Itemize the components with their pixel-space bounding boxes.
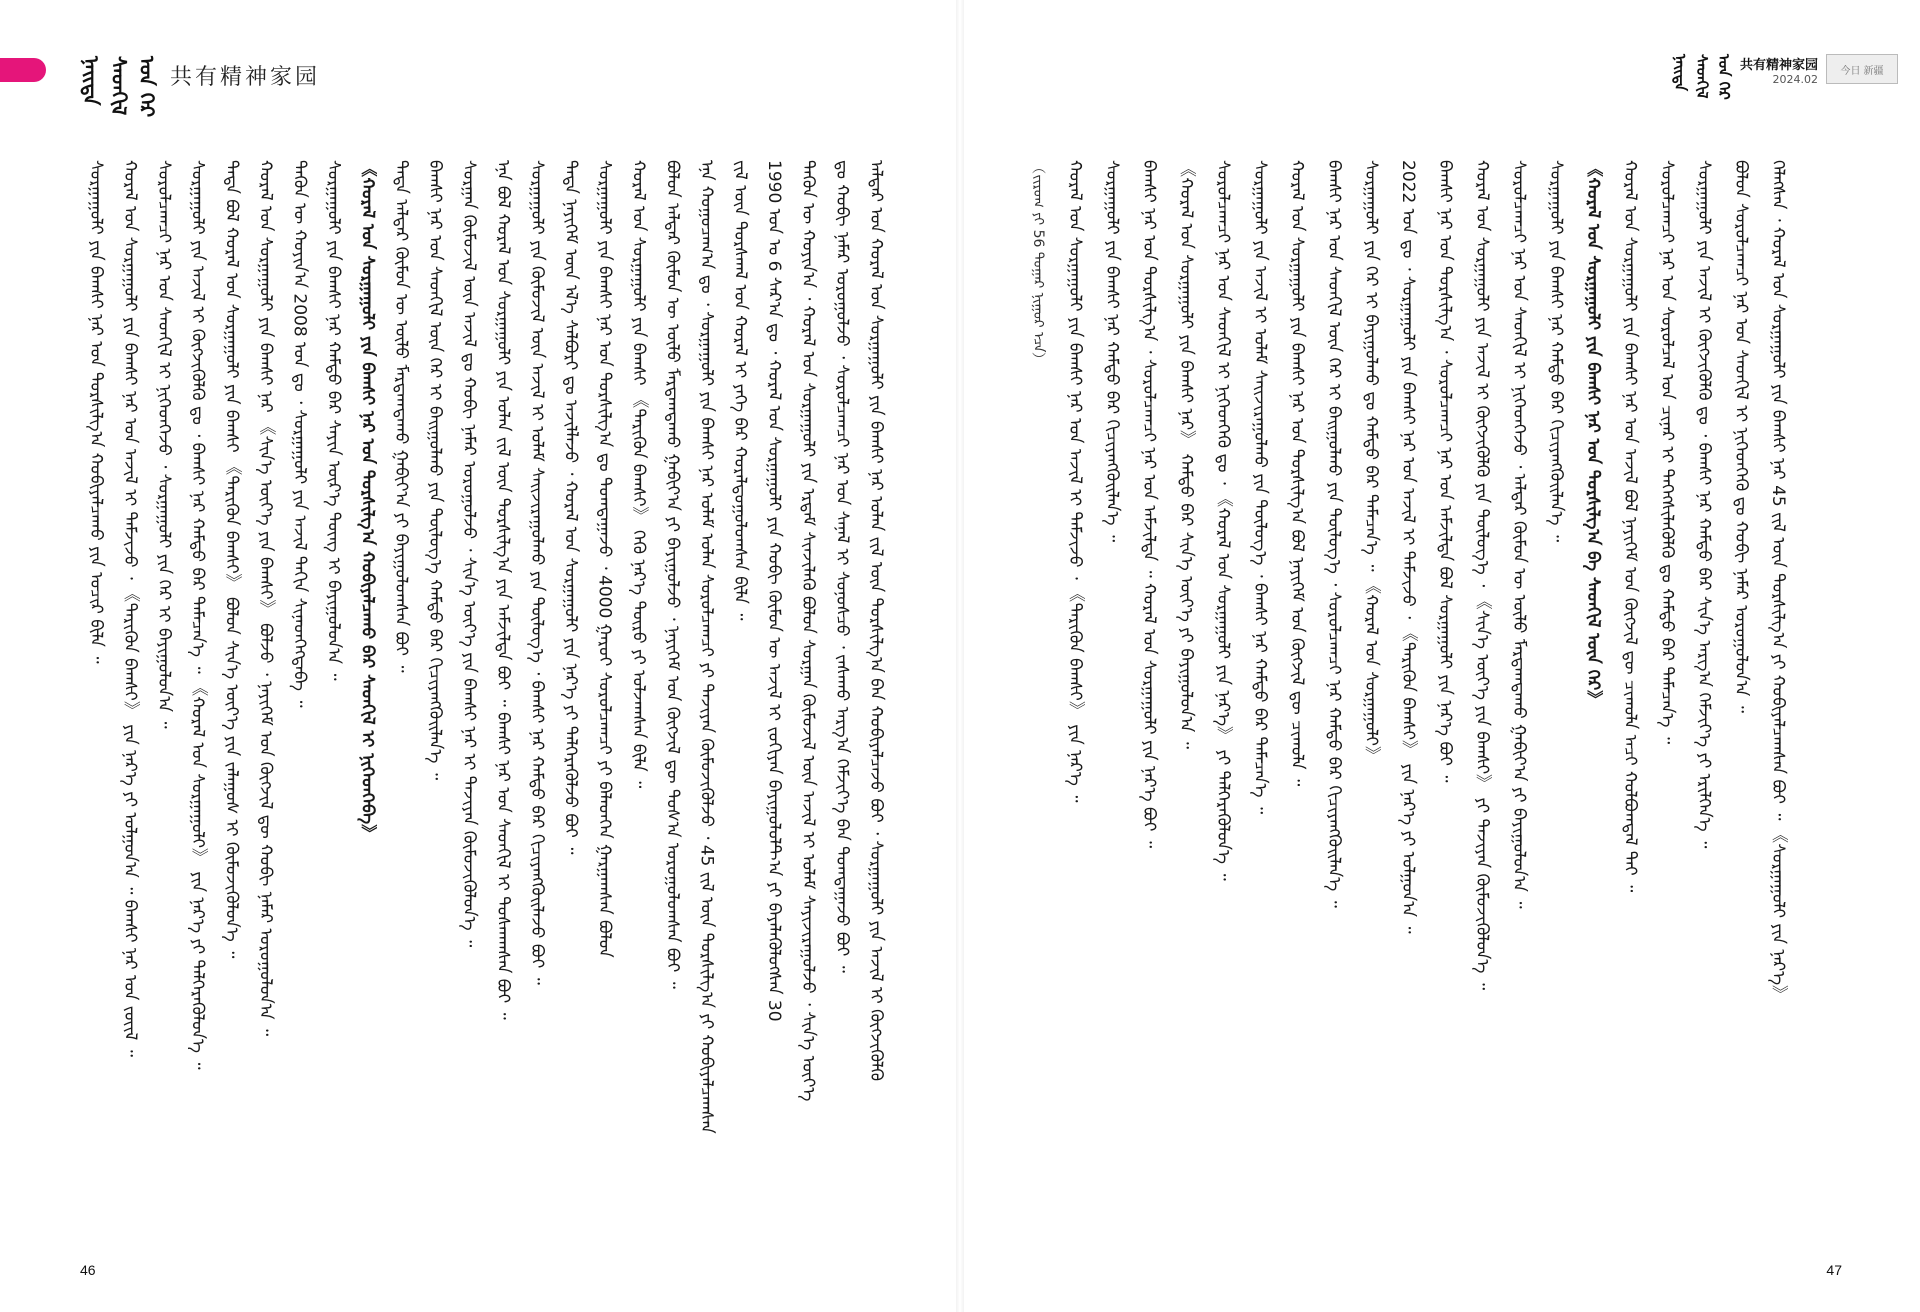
subheading-column: 《ᠬᠤᠷᠠᠯ ᠤᠨ ᠰᠤᠷᠭᠠᠭᠤᠯᠢ ᠶᠢᠨ ᠪᠠᠭᠰᠢ ᠨᠠᠷ ᠤᠨ ᠲᠤᠷᠰᠢᠯᠭ᠎ᠠ ᠪᠠ ᠰᠡᠳᠬᠢᠯ ᠦᠨ ᠭᠡᠷ》 xyxy=(1583,160,1603,708)
text-column: ᠰᠤᠷᠭᠠᠭᠤᠯᠢ ᠶᠢᠨ ᠠᠵᠢᠯ ᠢ ᠬᠥᠭᠵᠢᠭᠦᠯᠬᠦ ᠳᠤ ᠂ ᠪᠠᠭᠰᠢ ᠨᠠᠷ ᠬᠠᠮᠲᠤ ᠪᠠᠷ ᠲᠡᠮᠡᠴᠡᠨ᠎ᠡ ᠃ 《ᠬᠤᠷᠠᠯ ᠤᠨ ᠰᠤᠷᠭᠠᠭᠤᠯᠢ》 ᠶᠢᠨ ᠨᠡᠷ᠎ᠡ ᠶᠢ ᠳᠡᠯᠭᠡᠷᠡᠭᠦᠯᠦᠨ᠎ᠡ ᠃ xyxy=(187,160,208,1070)
page-number-left: 46 xyxy=(80,1262,96,1278)
section-tab xyxy=(0,58,46,82)
text-column: ᠲᠡᠭᠦᠨ ᠦ ᠬᠣᠶᠢᠨ᠎ᠠ 2008 ᠣᠨ ᠳᠤ ᠂ ᠰᠤᠷᠭᠠᠭᠤᠯᠢ ᠶᠢᠨ ᠠᠵᠢᠯ ᠳᠠᠬᠢᠨ ᠰᠢᠨᠡᠳᠬᠡᠭᠳᠡᠪᠡ ᠃ xyxy=(289,160,310,708)
running-title: 共有精神家园 xyxy=(1739,58,1818,73)
text-column: ᠪᠤᠯᠤᠨ ᠠᠯᠳᠠᠷ ᠬᠦᠮᠦᠨ ᠦ ᠦᠯᠦ ᠮᠠᠷᠳᠠᠭᠳᠠᠬᠤ ᠭᠠᠪᠢᠶ᠎ᠠ ᠶᠢ ᠪᠠᠶᠢᠭᠤᠯᠵᠤ ᠂ ᠨᠡᠶᠢᠭᠡᠮ ᠤᠨ ᠬᠥᠭᠵᠢᠯ ᠳᠦ ᠲᠤᠰ᠎ᠠ ᠣᠷᠣᠭᠤᠯᠤᠭᠰᠠᠨ ᠪᠣᠢ ᠃ xyxy=(662,160,683,989)
logo-word: ᠰᠡᠳᠬᠢᠯ xyxy=(107,56,131,116)
text-column: ᠪᠠᠭᠰᠢ ᠨᠠᠷ ᠤᠨ ᠰᠡᠳᠬᠢᠯ ᠦᠨ ᠭᠡᠷ ᠢ ᠪᠠᠢᠭᠤᠯᠬᠤ ᠶᠢᠨ ᠲᠥᠯᠥᠭ᠎ᠡ ᠬᠠᠮᠲᠤ ᠪᠠᠷ ᠬᠢᠴᠢᠶᠡᠩᠭᠦᠢᠯᠡᠨ᠎ᠡ ᠃ xyxy=(425,160,446,781)
text-column: ᠬᠤᠷᠠᠯ ᠤᠨ ᠰᠤᠷᠭᠠᠭᠤᠯᠢ ᠶᠢᠨ ᠪᠠᠭᠰᠢ ᠨᠠᠷ ᠤᠨ ᠠᠵᠢᠯ ᠢ ᠳᠡᠮᠵᠢᠵᠦ ᠂ 《ᠲᠡᠷᠢᠭᠦᠨ ᠪᠠᠭᠰᠢ》 ᠶᠢᠨ ᠨᠡᠷ᠎ᠡ ᠃ xyxy=(1065,160,1085,803)
section-title: 共有精神家园 xyxy=(170,65,321,90)
text-column: ᠰᠤᠷᠭᠠᠭᠤᠯᠢ ᠶᠢᠨ ᠪᠠᠭᠰᠢ ᠨᠠᠷ ᠬᠠᠮᠲᠤ ᠪᠠᠷ ᠬᠢᠴᠢᠶᠡᠩᠭᠦᠢᠯᠡᠨ᠎ᠡ ᠃ xyxy=(1102,160,1122,543)
badge-text-1: 今日 xyxy=(1840,65,1861,77)
text-column: ᠰᠤᠷᠭᠠᠭᠤᠯᠢ ᠶᠢᠨ ᠪᠠᠭᠰᠢ ᠨᠠᠷ ᠤᠨ ᠲᠤᠷᠰᠢᠯᠭ᠎ᠠ ᠳᠤ ᠲᠣᠭᠲᠠᠭᠠᠵᠤ ᠂ 4000 ᠭᠠᠷᠤᠢ ᠰᠤᠷᠤᠯᠴᠠᠭᠴᠢ ᠶᠢ ᠪᠡᠯᠡᠳᠬᠡᠨ ᠭᠠᠷᠭᠠᠭᠰᠠᠨ ᠪᠣᠯᠤᠨ xyxy=(594,160,615,958)
text-column: ᠰᠤᠷᠭᠠᠭᠤᠯᠢ ᠶᠢᠨ ᠠᠵᠢᠯ ᠢ ᠬᠥᠭᠵᠢᠭᠦᠯᠬᠦ ᠳᠤ ᠂ ᠪᠠᠭᠰᠢ ᠨᠠᠷ ᠬᠠᠮᠲᠤ ᠪᠠᠷ ᠰᠢᠨ᠎ᠡ ᠠᠷᠭ᠎ᠠ ᠬᠡᠮᠵᠢᠶ᠎ᠡ ᠶᠢ ᠡᠷᠢᠯᠬᠡᠨ᠎ᠡ ᠃ xyxy=(1694,160,1714,849)
text-column: ᠰᠤᠷᠭᠠᠭᠤᠯᠢ ᠶᠢᠨ ᠬᠦᠮᠦᠵᠢᠯ ᠦᠨ ᠠᠵᠢᠯ ᠢ ᠤᠯᠠᠮ ᠰᠠᠢᠵᠢᠷᠠᠭᠤᠯᠬᠤ ᠶᠢᠨ ᠲᠥᠯᠥᠭ᠎ᠡ ᠂ ᠪᠠᠭᠰᠢ ᠨᠠᠷ ᠬᠠᠮᠲᠤ ᠪᠠᠷ ᠬᠢᠴᠢᠶᠡᠩᠭᠦᠢᠯᠡᠵᠦ ᠪᠣᠢ ᠃ xyxy=(526,160,547,985)
text-column: ᠪᠠᠭᠰᠢ ᠨᠠᠷ ᠤᠨ ᠲᠤᠷᠰᠢᠯᠭ᠎ᠠ ᠂ ᠰᠤᠷᠤᠯᠴᠠᠭᠴᠢ ᠨᠠᠷ ᠤᠨ ᠠᠮᠵᠢᠯᠲᠠ ᠃ ᠬᠤᠷᠠᠯ ᠤᠨ ᠰᠤᠷᠭᠠᠭᠤᠯᠢ ᠶᠢᠨ ᠨᠡᠷ᠎ᠡ ᠪᠣᠢ ᠃ xyxy=(1139,160,1159,849)
logo-word: ᠤᠨ ᠭᠡᠷ xyxy=(1714,54,1733,100)
right-running-header xyxy=(1672,54,1898,100)
mongolian-logo xyxy=(80,56,158,117)
caption-column: （ᠵᠢᠷᠤᠭ ᠶᠢ 56 ᠳᠤᠭᠠᠷ ᠨᠢᠭᠤᠷ ᠡᠴᠡ） xyxy=(1030,160,1046,367)
badge-text-2: 新疆 xyxy=(1863,65,1884,77)
text-column: ᠬᠤᠷᠠᠯ ᠤᠨ ᠰᠤᠷᠭᠠᠭᠤᠯᠢ ᠶᠢᠨ ᠪᠠᠭᠰᠢ 《ᠲᠡᠷᠢᠭᠦᠨ ᠪᠠᠭᠰᠢ》 ᠭᠡᠬᠦ ᠨᠡᠷ᠎ᠡ ᠲᠥᠷᠦ ᠶᠢ ᠣᠯᠵᠠᠭᠰᠠᠨ ᠪᠢᠯᠡ ᠃ xyxy=(628,160,649,789)
text-column: ᠲᠡᠳᠡ ᠠᠯᠳᠠᠷ ᠬᠦᠮᠦᠨ ᠦ ᠦᠯᠦ ᠮᠠᠷᠳᠠᠭᠳᠠᠬᠤ ᠭᠠᠪᠢᠶ᠎ᠠ ᠶᠢ ᠪᠠᠶᠢᠭᠤᠯᠤᠭᠰᠠᠨ ᠪᠣᠢ ᠃ xyxy=(391,160,412,673)
text-column: ᠪᠠᠭᠰᠢ ᠨᠠᠷ ᠤᠨ ᠰᠡᠳᠬᠢᠯ ᠦᠨ ᠭᠡᠷ ᠢ ᠪᠠᠢᠭᠤᠯᠬᠤ ᠶᠢᠨ ᠲᠥᠯᠥᠭ᠎ᠡ ᠂ ᠰᠤᠷᠤᠯᠴᠠᠭᠴᠢ ᠨᠠᠷ ᠬᠠᠮᠲᠤ ᠪᠠᠷ ᠬᠢᠴᠢᠶᠡᠩᠭᠦᠢᠯᠡᠨ᠎ᠡ ᠃ xyxy=(1324,160,1344,908)
magazine-badge xyxy=(1826,54,1898,84)
text-column: ᠪᠣᠯᠤᠨ ᠰᠤᠷᠤᠯᠴᠠᠭᠴᠢ ᠨᠠᠷ ᠤᠨ ᠰᠡᠳᠬᠢᠯ ᠢ ᠨᠢᠭᠡᠳᠬᠡᠬᠦ ᠳᠤ ᠬᠤᠪᠢ ᠨᠡᠮᠡᠷ ᠣᠷᠤᠭᠤᠯᠤᠨ᠎ᠠ ᠃ xyxy=(1731,160,1751,713)
right-page-text xyxy=(1028,160,1788,1240)
text-column: ᠰᠤᠷᠭᠠᠭᠤᠯᠢ ᠶᠢᠨ ᠪᠠᠭᠰᠢ ᠨᠠᠷ ᠬᠠᠮᠲᠤ ᠪᠠᠷ ᠬᠢᠴᠢᠶᠡᠩᠭᠦᠢᠯᠡᠨ᠎ᠡ ᠃ xyxy=(1546,160,1566,543)
text-column: ᠰᠤᠷᠤᠯᠴᠠᠭᠴᠢ ᠨᠠᠷ ᠤᠨ ᠰᠡᠳᠬᠢᠯ ᠢ ᠨᠢᠭᠡᠳᠬᠡᠵᠦ ᠂ ᠠᠯᠳᠠᠷ ᠬᠦᠮᠦᠨ ᠦ ᠦᠯᠦ ᠮᠠᠷᠳᠠᠭᠳᠠᠬᠤ ᠭᠠᠪᠢᠶ᠎ᠠ ᠶᠢ ᠪᠠᠶᠢᠭᠤᠯᠤᠨ᠎ᠠ ᠃ xyxy=(1509,160,1529,909)
text-column: ᠬᠤᠷᠠᠯ ᠤᠨ ᠰᠤᠷᠭᠠᠭᠤᠯᠢ ᠶᠢᠨ ᠠᠵᠢᠯ ᠢ ᠬᠥᠭᠵᠢᠭᠦᠯᠬᠦ ᠶᠢᠨ ᠲᠥᠯᠥᠭ᠎ᠡ ᠂ 《ᠰᠢᠨ᠎ᠡ ᠦᠶ᠎ᠡ ᠶᠢᠨ ᠪᠠᠭᠰᠢ》 ᠶᠢ ᠲᠡᠵᠢᠶᠡᠨ ᠬᠦᠮᠦᠵᠢᠭᠦᠯᠦᠨ᠎ᠡ ᠃ xyxy=(1472,160,1492,991)
text-column: 2022 ᠣᠨ ᠳᠤ ᠂ ᠰᠤᠷᠭᠠᠭᠤᠯᠢ ᠶᠢᠨ ᠪᠠᠭᠰᠢ ᠨᠠᠷ ᠤᠨ ᠠᠵᠢᠯ ᠢ ᠳᠡᠮᠵᠢᠵᠦ ᠂ 《ᠲᠡᠷᠢᠭᠦᠨ ᠪᠠᠭᠰᠢ》 ᠶᠢᠨ ᠨᠡᠷ᠎ᠡ ᠶᠢ ᠣᠯᠭᠤᠨ᠎ᠠ ᠃ xyxy=(1398,160,1418,934)
text-column: ᠬᠤᠷᠠᠯ ᠤᠨ ᠰᠤᠷᠭᠠᠭᠤᠯᠢ ᠶᠢᠨ ᠪᠠᠭᠰᠢ ᠨᠠᠷ 《ᠰᠢᠨ᠎ᠡ ᠦᠶ᠎ᠡ ᠶᠢᠨ ᠪᠠᠭᠰᠢ》 ᠪᠣᠯᠵᠤ ᠂ ᠨᠡᠶᠢᠭᠡᠮ ᠤᠨ ᠬᠥᠭᠵᠢᠯ ᠳᠦ ᠬᠤᠪᠢ ᠨᠡᠮᠡᠷ ᠣᠷᠤᠭᠤᠯᠤᠨ᠎ᠠ ᠃ xyxy=(255,160,276,1037)
running-title-block xyxy=(1740,54,1818,86)
text-column: ᠰᠤᠷᠭᠠᠭᠤᠯᠢ ᠶᠢᠨ ᠪᠠᠭᠰᠢ ᠨᠠᠷ ᠬᠠᠮᠲᠤ ᠪᠠᠷ ᠰᠠᠶᠢᠨ ᠦᠷ᠎ᠡ ᠳᠦᠩ ᠢ ᠪᠠᠶᠢᠭᠤᠯᠤᠨ᠎ᠠ ᠃ xyxy=(323,160,344,681)
page-gutter xyxy=(956,0,964,1312)
text-column: ᠰᠤᠷᠭᠠᠨ ᠬᠦᠮᠦᠵᠢᠯ ᠦᠨ ᠠᠵᠢᠯ ᠳᠤ ᠬᠤᠪᠢ ᠨᠡᠮᠡᠷ ᠣᠷᠤᠭᠤᠯᠵᠤ ᠂ ᠰᠢᠨ᠎ᠡ ᠦᠶ᠎ᠡ ᠶᠢᠨ ᠪᠠᠭᠰᠢ ᠨᠠᠷ ᠢ ᠲᠡᠵᠢᠶᠡᠨ ᠬᠦᠮᠦᠵᠢᠭᠦᠯᠦᠨ᠎ᠡ ᠃ xyxy=(458,160,479,948)
text-column: ᠡᠨᠡ ᠪᠣᠯ ᠬᠤᠷᠠᠯ ᠤᠨ ᠰᠤᠷᠭᠠᠭᠤᠯᠢ ᠶᠢᠨ ᠣᠯᠠᠨ ᠵᠢᠯ ᠦᠨ ᠲᠤᠷᠰᠢᠯᠭ᠎ᠠ ᠶᠢᠨ ᠠᠮᠵᠢᠯᠲᠠ ᠪᠣᠢ ᠃ ᠪᠠᠭᠰᠢ ᠨᠠᠷ ᠤᠨ ᠰᠡᠳᠬᠢᠯ ᠢ ᠲᠤᠰᠬᠠᠭᠰᠠᠨ ᠪᠣᠢ ᠃ xyxy=(492,160,513,1020)
text-column: ᠵᠢᠯ ᠦᠨ ᠳᠤᠷᠰᠭᠠᠯ ᠤᠨ ᠬᠤᠷᠠᠯ ᠢ ᠶᠡᠬᠡ ᠪᠡᠷ ᠬᠤᠷᠠᠯᠳᠤᠭᠤᠯᠤᠭᠰᠠᠨ ᠪᠢᠯᠡ ᠃ xyxy=(730,160,751,621)
subheading-column: 《ᠬᠤᠷᠠᠯ ᠤᠨ ᠰᠤᠷᠭᠠᠭᠤᠯᠢ ᠶᠢᠨ ᠪᠠᠭᠰᠢ ᠨᠠᠷ ᠤᠨ ᠲᠤᠷᠰᠢᠯᠭ᠎ᠠ ᠬᠤᠪᠢᠶᠠᠯᠴᠠᠬᠤ ᠪᠠᠷ ᠰᠡᠳᠬᠢᠯ ᠢ ᠨᠢᠭᠡᠳᠬᠡᠪᠡ》 xyxy=(357,160,378,842)
logo-word: ᠤᠨ ᠭᠡᠷ xyxy=(135,56,159,118)
logo-word: ᠰᠡᠳᠬᠢᠯ xyxy=(1692,54,1711,99)
text-column: ᠪᠠᠭᠰᠢ ᠨᠠᠷ ᠤᠨ ᠲᠤᠷᠰᠢᠯᠭ᠎ᠠ ᠂ ᠰᠤᠷᠤᠯᠴᠠᠭᠴᠢ ᠨᠠᠷ ᠤᠨ ᠠᠮᠵᠢᠯᠲᠠ ᠪᠣᠯ ᠰᠤᠷᠭᠠᠭᠤᠯᠢ ᠶᠢᠨ ᠨᠡᠷ᠎ᠡ ᠪᠣᠢ ᠃ xyxy=(1435,160,1455,783)
left-page-text xyxy=(86,160,886,1240)
logo-word: ᠨᠡᠢᠲᠡ xyxy=(1670,54,1689,92)
text-column: ᠰᠤᠷᠤᠯᠴᠠᠭᠴᠢ ᠨᠠᠷ ᠤᠨ ᠰᠡᠳᠬᠢᠯ ᠢ ᠨᠢᠭᠡᠳᠬᠡᠵᠦ ᠂ ᠰᠤᠷᠭᠠᠭᠤᠯᠢ ᠶᠢᠨ ᠭᠡᠷ ᠢ ᠪᠠᠶᠢᠭᠤᠯᠤᠨ᠎ᠠ ᠃ xyxy=(153,160,174,729)
text-column: ᠰᠤᠷᠭᠠᠭᠤᠯᠢ ᠶᠢᠨ ᠪᠠᠭᠰᠢ ᠨᠠᠷ ᠤᠨ ᠲᠤᠷᠰᠢᠯᠭ᠎ᠠ ᠬᠤᠪᠢᠶᠠᠯᠴᠠᠬᠤ ᠶᠢᠨ ᠤᠴᠢᠷ ᠪᠢᠯᠡ ᠃ xyxy=(86,160,106,664)
text-column: ᠰᠤᠷᠤᠯᠴᠠᠭᠴᠢ ᠨᠠᠷ ᠤᠨ ᠰᠡᠳᠬᠢᠯ ᠢ ᠨᠢᠭᠡᠳᠬᠡᠬᠦ ᠳᠤ ᠂ 《ᠬᠤᠷᠠᠯ ᠤᠨ ᠰᠤᠷᠭᠠᠭᠤᠯᠢ ᠶᠢᠨ ᠨᠡᠷ᠎ᠡ》 ᠶᠢ ᠳᠡᠯᠭᠡᠷᠡᠭᠦᠯᠦᠨ᠎ᠡ ᠃ xyxy=(1213,160,1233,881)
text-column: ᠠᠯᠳᠠᠷ ᠤᠨ ᠬᠤᠷᠠᠯ ᠤᠨ ᠰᠤᠷᠭᠠᠭᠤᠯᠢ ᠶᠢᠨ ᠪᠠᠭᠰᠢ ᠨᠠᠷ ᠣᠯᠠᠨ ᠵᠢᠯ ᠦᠨ ᠲᠤᠷᠰᠢᠯᠭ᠎ᠠ ᠪᠠᠨ ᠬᠤᠪᠢᠶᠠᠯᠴᠠᠵᠤ ᠪᠣᠢ ᠂ ᠰᠤᠷᠭᠠᠭᠤᠯᠢ ᠶᠢᠨ ᠠᠵᠢᠯ ᠢ ᠬᠥᠭᠵᠢᠭᠦᠯᠬᠦ xyxy=(865,160,886,1081)
text-column: ᠬᠤᠷᠠᠯ ᠤᠨ ᠰᠤᠷᠭᠠᠭᠤᠯᠢ ᠶᠢᠨ ᠪᠠᠭᠰᠢ ᠨᠠᠷ ᠤᠨ ᠠᠵᠢᠯ ᠪᠣᠯ ᠨᠡᠶᠢᠭᠡᠮ ᠤᠨ ᠬᠥᠭᠵᠢᠯ ᠳᠦ ᠴᠢᠬᠤᠯᠠ ᠠᠴᠢ ᠬᠣᠯᠪᠣᠭᠳᠠᠯ ᠲᠠᠢ ᠃ xyxy=(1620,160,1640,893)
text-column: 《ᠬᠤᠷᠠᠯ ᠤᠨ ᠰᠤᠷᠭᠠᠭᠤᠯᠢ ᠶᠢᠨ ᠪᠠᠭᠰᠢ ᠨᠠᠷ》 ᠬᠠᠮᠲᠤ ᠪᠠᠷ ᠰᠢᠨ᠎ᠡ ᠦᠶ᠎ᠡ ᠶᠢ ᠪᠠᠶᠢᠭᠤᠯᠤᠨ᠎ᠠ ᠃ xyxy=(1176,160,1196,749)
text-column: ᠲᠡᠳᠡ ᠪᠣᠯ ᠬᠤᠷᠠᠯ ᠤᠨ ᠰᠤᠷᠭᠠᠭᠤᠯᠢ ᠶᠢᠨ ᠪᠠᠭᠰᠢ 《ᠲᠡᠷᠢᠭᠦᠨ ᠪᠠᠭᠰᠢ》 ᠪᠣᠯᠤᠨ ᠰᠢᠨ᠎ᠡ ᠦᠶ᠎ᠡ ᠶᠢᠨ ᠵᠠᠯᠠᠭᠤᠰ ᠢ ᠬᠦᠮᠦᠵᠢᠭᠦᠯᠦᠨ᠎ᠡ ᠃ xyxy=(221,160,242,959)
page-number-right: 47 xyxy=(1826,1262,1842,1278)
text-column: ᠰᠤᠷᠭᠠᠭᠤᠯᠢ ᠶᠢᠨ ᠠᠵᠢᠯ ᠢ ᠤᠯᠠᠮ ᠰᠠᠢᠵᠢᠷᠠᠭᠤᠯᠬᠤ ᠶᠢᠨ ᠲᠥᠯᠥᠭ᠎ᠡ ᠂ ᠪᠠᠭᠰᠢ ᠨᠠᠷ ᠬᠠᠮᠲᠤ ᠪᠠᠷ ᠲᠡᠮᠡᠴᠡᠨ᠎ᠡ ᠃ xyxy=(1250,160,1270,815)
logo-word: ᠨᠡᠢᠲᠡ xyxy=(79,56,103,106)
mongolian-logo-small xyxy=(1672,54,1732,100)
issue-date: 2024.02 xyxy=(1772,73,1818,86)
text-column: ᠬᠤᠷᠠᠯ ᠤᠨ ᠰᠤᠷᠭᠠᠭᠤᠯᠢ ᠶᠢᠨ ᠪᠠᠭᠰᠢ ᠨᠠᠷ ᠤᠨ ᠲᠤᠷᠰᠢᠯᠭ᠎ᠠ ᠪᠣᠯ ᠨᠡᠶᠢᠭᠡᠮ ᠤᠨ ᠬᠥᠭᠵᠢᠯ ᠳᠦ ᠴᠢᠬᠤᠯᠠ ᠃ xyxy=(1287,160,1307,787)
text-column: ᠰᠤᠷᠭᠠᠭᠤᠯᠢ ᠶᠢᠨ ᠭᠡᠷ ᠢ ᠪᠠᠶᠢᠭᠤᠯᠬᠤ ᠳᠤ ᠬᠠᠮᠲᠤ ᠪᠠᠷ ᠲᠡᠮᠡᠴᠡᠨ᠎ᠡ ᠃ 《ᠬᠤᠷᠠᠯ ᠤᠨ ᠰᠤᠷᠭᠠᠭᠤᠯᠢ》 xyxy=(1361,160,1381,764)
text-column: ᠰᠤᠷᠤᠯᠴᠠᠭᠴᠢ ᠨᠠᠷ ᠤᠨ ᠰᠤᠷᠤᠯᠴᠠᠯ ᠤᠨ ᠴᠢᠨᠠᠷ ᠢ ᠳᠡᠭᠡᠭᠰᠢᠯᠡᠭᠦᠯᠬᠦ ᠳᠤ ᠬᠠᠮᠲᠤ ᠪᠠᠷ ᠲᠡᠮᠡᠴᠡᠨ᠎ᠡ ᠃ xyxy=(1657,160,1677,745)
text-column: 1990 ᠣᠨ ᠤ 6 ᠰᠠᠷ᠎ᠠ ᠳᠤ ᠂ ᠬᠤᠷᠠᠯ ᠤᠨ ᠰᠤᠷᠭᠠᠭᠤᠯᠢ ᠶᠢᠨ ᠬᠤᠪᠢ ᠬᠦᠮᠦᠨ ᠦ ᠠᠵᠢᠯ ᠢ ᠵᠣᠬᠢᠶᠠᠨ ᠪᠠᠶᠢᠭᠤᠯᠤᠯᠲ᠎ᠠ ᠶᠢ ᠪᠡᠶᠡᠯᠡᠭᠦᠯᠦᠭᠰᠡᠨ 30 xyxy=(764,160,785,1022)
text-column: ᠭᠡᠯᠡᠭᠰᠡᠨ ᠂ ᠬᠤᠷᠠᠯ ᠤᠨ ᠰᠤᠷᠭᠠᠭᠤᠯᠢ ᠶᠢᠨ ᠪᠠᠭᠰᠢ ᠨᠠᠷ 45 ᠵᠢᠯ ᠦᠨ ᠲᠤᠷᠰᠢᠯᠭ᠎ᠠ ᠶᠢ ᠬᠤᠪᠢᠶᠠᠯᠴᠠᠭᠰᠠᠨ ᠪᠣᠢ ᠃ 《ᠰᠤᠷᠭᠠᠭᠤᠯᠢ ᠶᠢᠨ ᠨᠡᠷ᠎ᠡ》 xyxy=(1768,160,1788,1003)
text-column: ᠡᠨᠡ ᠬᠤᠭᠤᠴᠠᠭ᠎ᠠ ᠳᠤ ᠂ ᠰᠤᠷᠭᠠᠭᠤᠯᠢ ᠶᠢᠨ ᠪᠠᠭᠰᠢ ᠨᠠᠷ ᠤᠯᠠᠮ ᠣᠯᠠᠨ ᠰᠤᠷᠤᠯᠴᠠᠭᠴᠢ ᠶᠢ ᠲᠡᠵᠢᠶᠡᠨ ᠬᠦᠮᠦᠵᠢᠭᠦᠯᠵᠦ ᠂ 45 ᠵᠢᠯ ᠦᠨ ᠲᠤᠷᠰᠢᠯᠭ᠎ᠠ ᠶᠢ ᠬᠤᠪᠢᠶᠠᠯᠴᠠᠭᠰᠠᠨ xyxy=(696,160,717,1134)
text-column: ᠬᠤᠷᠠᠯ ᠤᠨ ᠰᠤᠷᠭᠠᠭᠤᠯᠢ ᠶᠢᠨ ᠪᠠᠭᠰᠢ ᠨᠠᠷ ᠤᠨ ᠠᠵᠢᠯ ᠢ ᠳᠡᠮᠵᠢᠵᠦ ᠂ 《ᠲᠡᠷᠢᠭᠦᠨ ᠪᠠᠭᠰᠢ》 ᠶᠢᠨ ᠨᠡᠷ᠎ᠡ ᠶᠢ ᠣᠯᠭᠤᠨ᠎ᠠ ᠃ ᠪᠠᠭᠰᠢ ᠨᠠᠷ ᠤᠨ ᠵᠦᠢᠯ ᠃ xyxy=(119,160,140,1057)
text-column: ᠳᠤ ᠬᠤᠪᠢ ᠨᠡᠮᠡᠷ ᠣᠷᠤᠭᠤᠯᠵᠤ ᠂ ᠰᠤᠷᠤᠯᠴᠠᠭᠴᠢ ᠨᠠᠷ ᠤᠨ ᠰᠠᠨᠠᠯ ᠢ ᠰᠣᠨᠣᠰᠴᠤ ᠂ ᠵᠠᠰᠠᠬᠤ ᠠᠷᠭ᠎ᠠ ᠬᠡᠮᠵᠢᠶ᠎ᠡ ᠪᠠᠨ ᠲᠣᠭᠲᠠᠭᠠᠵᠤ ᠪᠣᠢ ᠃ xyxy=(831,160,852,973)
text-column: ᠲᠡᠭᠦᠨ ᠦ ᠬᠣᠶᠢᠨ᠎ᠠ ᠂ ᠬᠤᠷᠠᠯ ᠤᠨ ᠰᠤᠷᠭᠠᠭᠤᠯᠢ ᠶᠢᠨ ᠡᠷᠳᠡᠮ ᠰᠢᠨᠵᠢᠯᠡᠬᠦ ᠪᠤᠯᠤᠨ ᠰᠤᠷᠭᠠᠨ ᠬᠦᠮᠦᠵᠢᠯ ᠦᠨ ᠠᠵᠢᠯ ᠢ ᠤᠯᠠᠮ ᠰᠠᠶᠢᠵᠢᠷᠠᠭᠤᠯᠵᠤ ᠂ ᠰᠢᠨ᠎ᠡ ᠦᠶ᠎ᠡ xyxy=(798,160,819,1102)
text-column: ᠲᠡᠳᠡ ᠨᠡᠶᠢᠭᠡᠮ ᠦᠨ ᠡᠯ᠎ᠡ ᠰᠠᠯᠪᠤᠷᠢ ᠳᠤ ᠠᠵᠢᠯᠯᠠᠵᠤ ᠂ ᠬᠤᠷᠠᠯ ᠤᠨ ᠰᠤᠷᠭᠠᠭᠤᠯᠢ ᠶᠢᠨ ᠨᠡᠷ᠎ᠡ ᠶᠢ ᠳᠡᠯᠭᠡᠷᠡᠭᠦᠯᠵᠦ ᠪᠣᠢ ᠃ xyxy=(560,160,581,855)
